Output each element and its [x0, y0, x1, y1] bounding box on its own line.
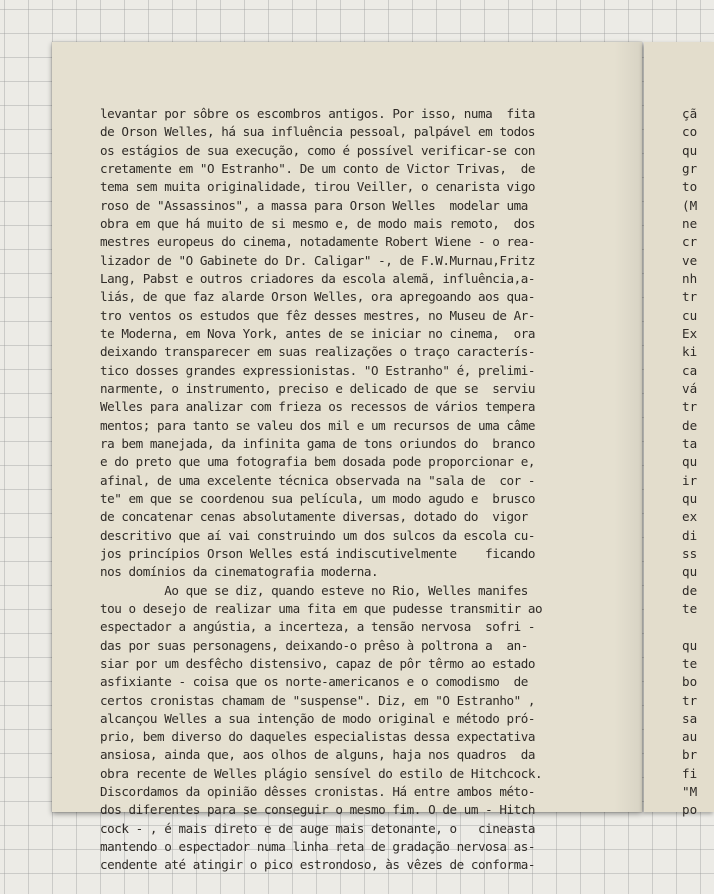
typewritten-page [52, 42, 642, 873]
text-line: cendente até atingir o pico estrondoso, às vêzes de conforma- [100, 857, 536, 873]
text-line: to [682, 179, 698, 195]
text-line: tr [682, 692, 698, 708]
text-line: de Orson Welles, há sua influência pessoal, palpável em todos [100, 124, 536, 140]
adjacent-page-edge [644, 42, 714, 818]
text-line: te Moderna, em Nova York, antes de se iniciar no cinema, ora [100, 325, 536, 341]
text-line: tico dosses grandes expressionistas. "O Estranho" é, prelimi- [100, 362, 536, 378]
text-line: de [682, 582, 698, 598]
text-line: narmente, o instrumento, preciso e delicado de que se serviu [100, 380, 536, 396]
text-line: nos domínios da cinematografia moderna. [100, 564, 379, 580]
text-line: fi [682, 765, 698, 781]
text-line: te" em que se coordenou sua película, um modo agudo e brusco [100, 490, 536, 506]
text-line: mantendo o espectador numa linha reta de gradação nervosa as- [100, 839, 536, 855]
text-line [682, 618, 697, 636]
text-line: jos princípios Orson Welles está indiscutivelmente ficando [100, 545, 536, 561]
text-line: dos diferentes para se conseguir o mesmo fim. O de um - Hitch [100, 802, 536, 818]
text-line: te [682, 600, 698, 616]
text-line: ss [682, 545, 698, 561]
text-line: obra recente de Welles plágio sensível do estilo de Hitchcock. [100, 765, 543, 781]
text-line: mentos; para tanto se valeu dos mil e um recursos de uma câme [100, 417, 536, 433]
text-line: asfixiante - coisa que os norte-americanos e o comodismo de [100, 674, 528, 690]
text-line: e do preto que uma fotografia bem dosada pode proporcionar e, [100, 454, 536, 470]
text-line: de [682, 417, 698, 433]
text-line: alcançou Welles a sua intenção de modo original e método pró- [100, 710, 536, 726]
text-line: mestres europeus do cinema, notadamente Robert Wiene - o rea- [100, 234, 536, 250]
text-line: cu [682, 307, 698, 323]
text-line: ne [682, 215, 698, 231]
text-line: gr [682, 160, 698, 176]
text-line: qu [682, 142, 698, 158]
text-line: roso de "Assassinos", a massa para Orson Welles modelar uma [100, 197, 528, 213]
text-line: levantar por sôbre os escombros antigos. Por isso, numa fita [100, 106, 536, 121]
text-line: os estágios de sua execução, como é possível verificar-se con [100, 142, 536, 158]
text-line: ta [682, 435, 698, 451]
text-line: ir [682, 472, 698, 488]
text-line: Discordamos da opinião dêsses cronistas. Há entre ambos méto- [100, 784, 536, 800]
text-line: Ao que se diz, quando esteve no Rio, Welles manifes [100, 582, 528, 598]
text-line: Ex [682, 325, 698, 341]
text-line: siar por um desfêcho distensivo, capaz de pôr têrmo ao estado [100, 655, 536, 671]
text-line: tema sem muita originalidade, tirou Veiller, o cenarista vigo [100, 179, 536, 195]
text-line: de concatenar cenas absolutamente diversas, dotado do vigor [100, 509, 528, 525]
text-line: ex [682, 509, 698, 525]
text-line: po [682, 802, 698, 818]
text-line: tr [682, 399, 698, 415]
text-line: qu [682, 637, 698, 653]
text-line: Lang, Pabst e outros criadores da escola alemã, influência,a- [100, 270, 536, 286]
text-line: qu [682, 454, 698, 470]
text-line: das por suas personagens, deixando-o prêso à poltrona a an- [100, 637, 528, 653]
text-line: di [682, 527, 698, 543]
text-line: liás, de que faz alarde Orson Welles, ora apregoando aos qua- [100, 289, 536, 305]
text-line: ansiosa, ainda que, aos olhos de alguns, haja nos quadros da [100, 747, 536, 763]
text-line: sa [682, 710, 698, 726]
text-line: cretamente em "O Estranho". De um conto de Victor Trivas, de [100, 160, 536, 176]
text-line: prio, bem diverso do daqueles especialistas dessa expectativa [100, 729, 536, 745]
page-body-text [100, 105, 640, 875]
text-line: qu [682, 564, 698, 580]
text-line: qu [682, 490, 698, 506]
text-line: ve [682, 252, 698, 268]
text-line: vá [682, 380, 698, 396]
text-line: ki [682, 344, 698, 360]
text-line: certos cronistas chamam de "suspense". Diz, em "O Estranho" , [100, 692, 536, 708]
text-line: deixando transparecer em suas realizações o traço caracterís- [100, 344, 536, 360]
text-line: lizador de "O Gabinete do Dr. Caligar" -, de F.W.Murnau,Fritz [100, 252, 536, 268]
text-line: cock - , é mais direto e de auge mais detonante, o cineasta [100, 820, 536, 836]
text-line: ra bem manejada, da infinita gama de tons oriundos do branco [100, 435, 536, 451]
text-line: au [682, 729, 698, 745]
text-line: co [682, 124, 698, 140]
text-line: Welles para analizar com frieza os recessos de vários tempera [100, 399, 536, 415]
text-line: (M [682, 197, 698, 213]
text-line: afinal, de uma excelente técnica observada na "sala de cor - [100, 472, 536, 488]
text-line: "M [682, 784, 698, 800]
text-line: br [682, 747, 698, 763]
text-line: tro ventos os estudos que fêz desses mestres, no Museu de Ar- [100, 307, 536, 323]
adjacent-page-text [682, 105, 697, 820]
text-line: obra em que há muito de si mesmo e, de modo mais remoto, dos [100, 215, 536, 231]
text-line: nh [682, 270, 698, 286]
text-line: çã [682, 106, 698, 121]
text-line: tou o desejo de realizar uma fita em que pudesse transmitir ao [100, 600, 543, 616]
text-line: ca [682, 362, 698, 378]
text-line: te [682, 655, 698, 671]
text-line: espectador a angústia, a incerteza, a tensão nervosa sofri - [100, 619, 536, 635]
text-line: bo [682, 674, 698, 690]
text-line: descritivo que aí vai construindo um dos sulcos da escola cu- [100, 527, 536, 543]
text-line: tr [682, 289, 698, 305]
text-line: cr [682, 234, 698, 250]
